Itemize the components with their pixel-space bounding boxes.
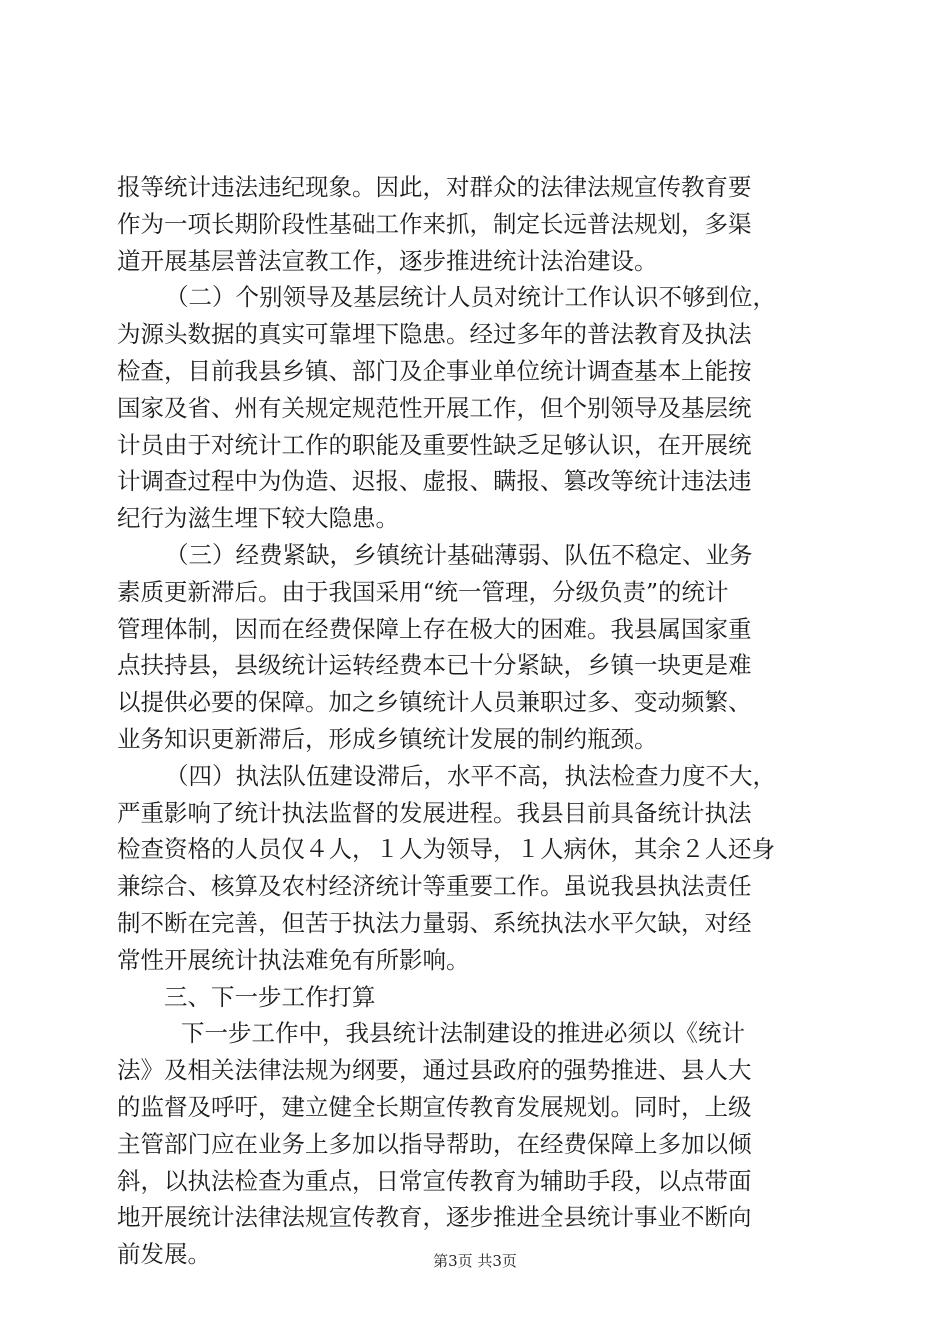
text-line: 报等统计违法违纪现象。因此，对群众的法律法规宣传教育要 (117, 173, 752, 201)
text-line: 国家及省、州有关规定规范性开展工作，但个别领导及基层统 (117, 393, 752, 422)
page-footer: 第3页 共3页 (433, 1252, 517, 1270)
text-line: 纪行为滋生埋下较大隐患。 (117, 504, 399, 533)
section-heading-4: （四）执法队伍建设滞后，水平不高，执法检查力度不大， (165, 761, 776, 790)
text-line: 制不断在完善，但苦于执法力量弱、系统执法水平欠缺，对经 (117, 908, 752, 937)
text-line: 以提供必要的保障。加之乡镇统计人员兼职过多、变动频繁、 (117, 688, 752, 717)
text-line: 计员由于对统计工作的职能及重要性缺乏足够认识，在开展统 (117, 430, 752, 459)
text-line: 常性开展统计执法难免有所影响。 (117, 945, 470, 974)
text-line: 点扶持县，县级统计运转经费本已十分紧缺，乡镇一块更是难 (117, 651, 752, 680)
text-line: 前发展。 (117, 1240, 211, 1269)
text-line: 下一步工作中，我县统计法制建设的推进必须以《统计 (181, 1019, 745, 1048)
section-heading-2: （二）个别领导及基层统计人员对统计工作认识不够到位， (165, 283, 776, 312)
text-line: 法》及相关法律法规为纲要，通过县政府的强势推进、县人大 (117, 1056, 752, 1085)
text-line: 计调查过程中为伪造、迟报、虚报、瞒报、篡改等统计违法违 (117, 467, 752, 496)
text-line: 为源头数据的真实可靠埋下隐患。经过多年的普法教育及执法 (117, 320, 752, 349)
document-body (117, 169, 839, 1273)
text-line: 严重影响了统计执法监督的发展进程。我县目前具备统计执法 (117, 798, 752, 827)
text-line: 道开展基层普法宣教工作，逐步推进统计法治建设。 (117, 246, 658, 275)
text-line: 管理体制，因而在经费保障上存在极大的困难。我县属国家重 (117, 614, 752, 643)
section-title-next-steps: 三、下一步工作打算 (164, 982, 376, 1011)
text-line: 斜，以执法检查为重点，日常宣传教育为辅助手段，以点带面 (117, 1166, 752, 1195)
text-line: 兼综合、核算及农村经济统计等重要工作。虽说我县执法责任 (117, 872, 752, 901)
text-line: 主管部门应在业务上多加以指导帮助，在经费保障上多加以倾 (117, 1129, 752, 1158)
text-line: 的监督及呼吁，建立健全长期宣传教育发展规划。同时，上级 (117, 1092, 752, 1121)
text-line: 业务知识更新滞后，形成乡镇统计发展的制约瓶颈。 (117, 724, 658, 753)
text-line: 地开展统计法律法规宣传教育，逐步推进全县统计事业不断向 (117, 1203, 752, 1232)
text-line: 检查资格的人员仅４人，１人为领导，１人病休，其余２人还身 (117, 835, 775, 864)
text-line: 素质更新滞后。由于我国采用“统一管理，分级负责”的统计 (117, 577, 729, 606)
section-heading-3: （三）经费紧缺，乡镇统计基础薄弱、队伍不稳定、业务 (165, 540, 753, 569)
text-line: 作为一项长期阶段性基础工作来抓，制定长远普法规划，多渠 (117, 209, 752, 238)
text-line: 检查，目前我县乡镇、部门及企事业单位统计调查基本上能按 (117, 356, 752, 385)
